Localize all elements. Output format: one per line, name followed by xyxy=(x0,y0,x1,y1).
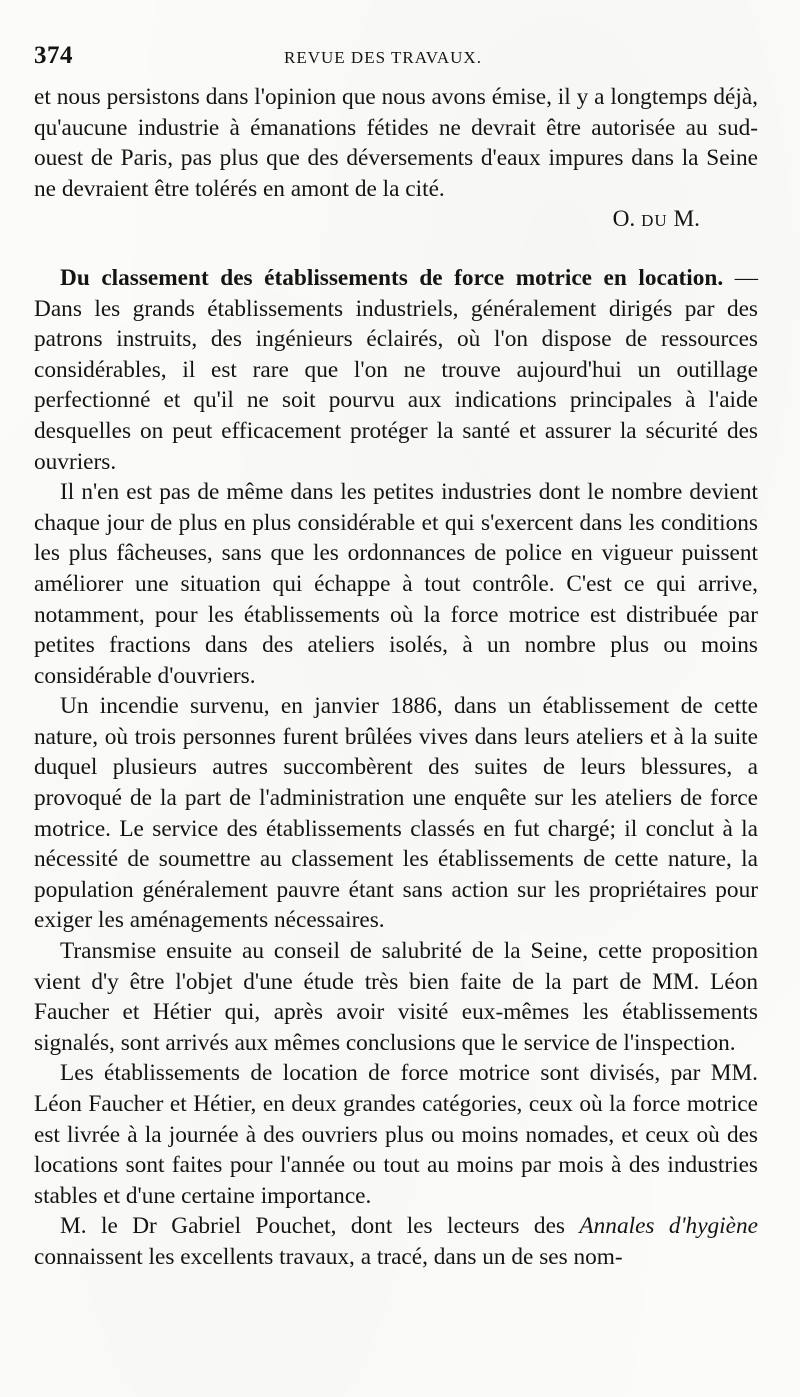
paragraph-text: M. le Dr Gabriel Pouchet, dont les lecteurs des xyxy=(60,1213,580,1240)
paragraph-text: Un incendie survenu, en janvier 1886, dans un établissement de cette nature, où trois personnes furent brûlées vives dans leurs ateliers et à la suite duquel plusieurs autres succombèrent des suites de leurs blessures, a provoqué de la part de l'administration une enquête sur les ateliers de force motrice. Le service des établissements classés en fut chargé; il conclut à la nécessité de soumettre au classement les établissements de cette nature, la population généralement pauvre étant sans action sur les propriétaires pour exiger les aménagements nécessaires. xyxy=(34,693,758,934)
section-title: Du classement des établissements de force motrice en location. xyxy=(60,264,724,291)
paragraph xyxy=(34,477,758,691)
paragraph-text: Transmise ensuite au conseil de salubrité de la Seine, cette proposition vient d'y être l'objet d'une étude très bien faite de la part de MM. Léon Faucher et Hétier qui, après avoir visité eux-mêmes les établissements signalés, sont arrivés aux mêmes conclusions que le service de l'inspection. xyxy=(34,938,758,1056)
paragraph-text: et nous persistons dans l'opinion que nous avons émise, il y a longtemps déjà, qu'aucune industrie à émanations fétides ne devrait être autorisée au sud-ouest de Paris, pas plus que des déversements d'eaux impures dans la Seine ne devraient être tolérés en amont de la cité. xyxy=(34,84,758,202)
paragraph xyxy=(34,936,758,1058)
page-number: 374 xyxy=(34,42,73,69)
article-body xyxy=(34,82,758,1273)
paragraph-opening xyxy=(34,82,758,204)
paragraph-text: Il n'en est pas de même dans les petites industries dont le nombre devient chaque jour de plus en plus considérable et qui s'exercent dans les conditions les plus fâcheuses, sans que les ordonnances de police en vigueur puissent améliorer une situation qui échappe à tout contrôle. C'est ce qui arrive, notamment, pour les établissements où la force motrice est distribuée par petites fractions dans des ateliers isolés, à un nombre plus ou moins considérable d'ouvriers. xyxy=(34,479,758,689)
journal-title: Annales d'hygiène xyxy=(579,1213,758,1240)
paragraph xyxy=(34,691,758,936)
paragraph-text: connaissent les excellents travaux, a tracé, dans un de ses nom- xyxy=(34,1243,623,1270)
author-signature: O. DU M. xyxy=(612,206,700,233)
page-header xyxy=(34,38,760,78)
signature-line xyxy=(34,204,758,237)
section-gap xyxy=(34,237,758,263)
running-title: REVUE DES TRAVAUX. xyxy=(284,48,482,67)
section-paragraph xyxy=(34,263,758,477)
paragraph-text: Les établissements de location de force motrice sont divisés, par MM. Léon Faucher et Hétier, en deux grandes catégories, ceux où la force motrice est livrée à la journée à des ouvriers plus ou moins nomades, et ceux où des locations sont faites pour l'année ou tout au moins par mois à des industries stables et d'une certaine importance. xyxy=(34,1060,758,1209)
paragraph xyxy=(34,1058,758,1211)
paragraph-text: — Dans les grands établissements industriels, généralement dirigés par des patrons instruits, des ingénieurs éclairés, où l'on dispose de ressources considérables, il est rare que l'on ne trouve aujourd'hui un outillage perfectionné et qu'il ne soit pourvu aux indications principales à l'aide desquelles on peut efficacement protéger la santé et assurer la sécurité des ouvriers. xyxy=(34,264,758,475)
paragraph xyxy=(34,1211,758,1272)
